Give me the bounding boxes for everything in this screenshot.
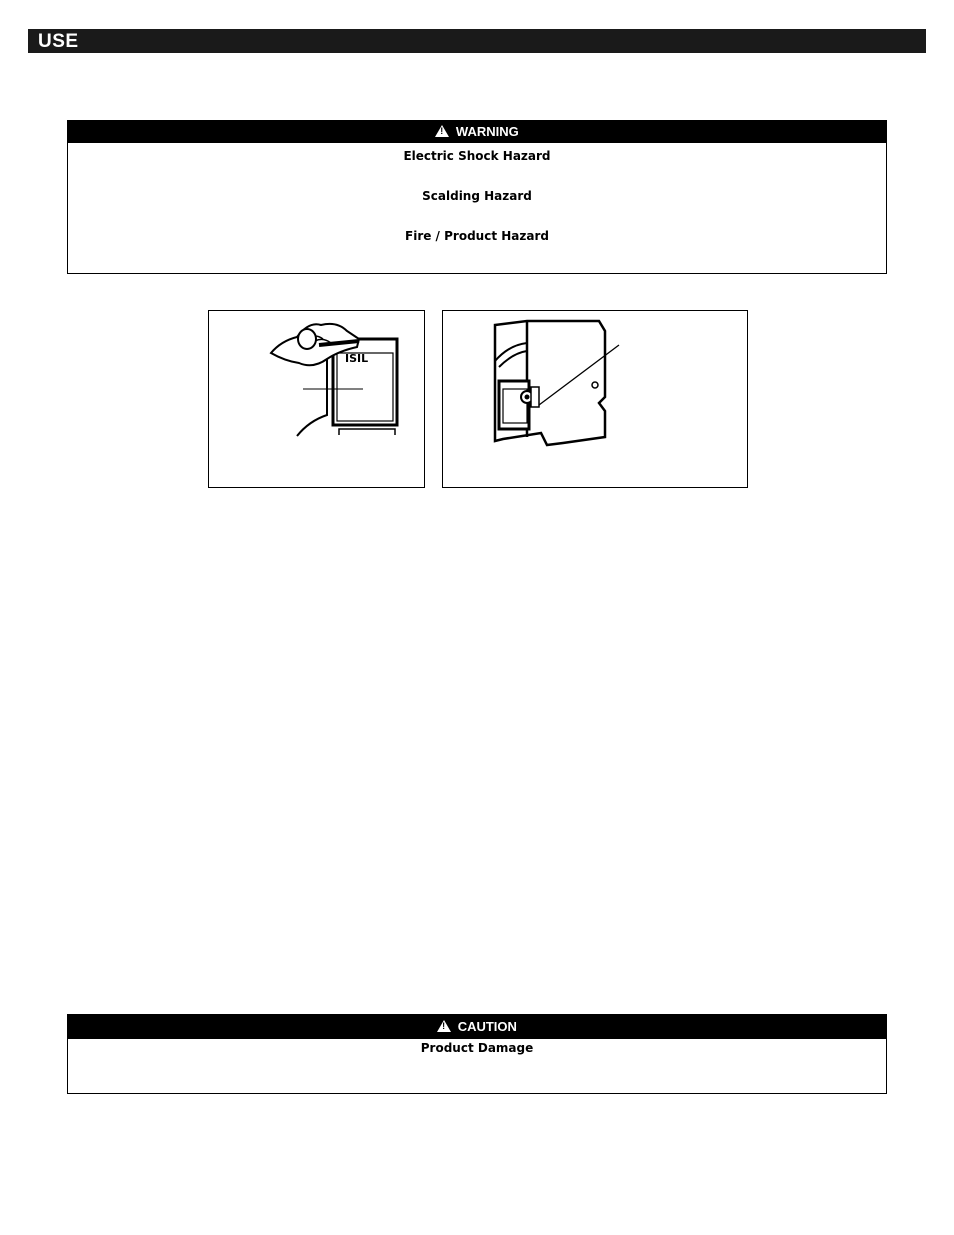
- warning-label: WARNING: [455, 124, 519, 139]
- section-header: [28, 29, 926, 53]
- svg-text:ISIL: ISIL: [345, 352, 369, 365]
- caution-box: [67, 1014, 887, 1094]
- cabinet-door-illustration: [209, 311, 424, 487]
- warning-box: [67, 120, 887, 274]
- section-title: USE: [38, 31, 79, 52]
- figure-control-panel: [442, 310, 748, 488]
- hazard-electric-shock: Electric Shock Hazard: [403, 149, 551, 163]
- hazard-scalding: Scalding Hazard: [422, 189, 532, 203]
- figure-cabinet-door: [208, 310, 425, 488]
- warning-triangle-icon: [437, 1020, 451, 1032]
- control-panel-illustration: [443, 311, 747, 487]
- warning-triangle-icon: [435, 125, 449, 137]
- caution-label: CAUTION: [457, 1019, 517, 1034]
- caution-header: [68, 1015, 886, 1039]
- hazard-product-damage: Product Damage: [420, 1041, 534, 1055]
- hazard-fire-product: Fire / Product Hazard: [405, 229, 549, 243]
- warning-header: [68, 121, 886, 143]
